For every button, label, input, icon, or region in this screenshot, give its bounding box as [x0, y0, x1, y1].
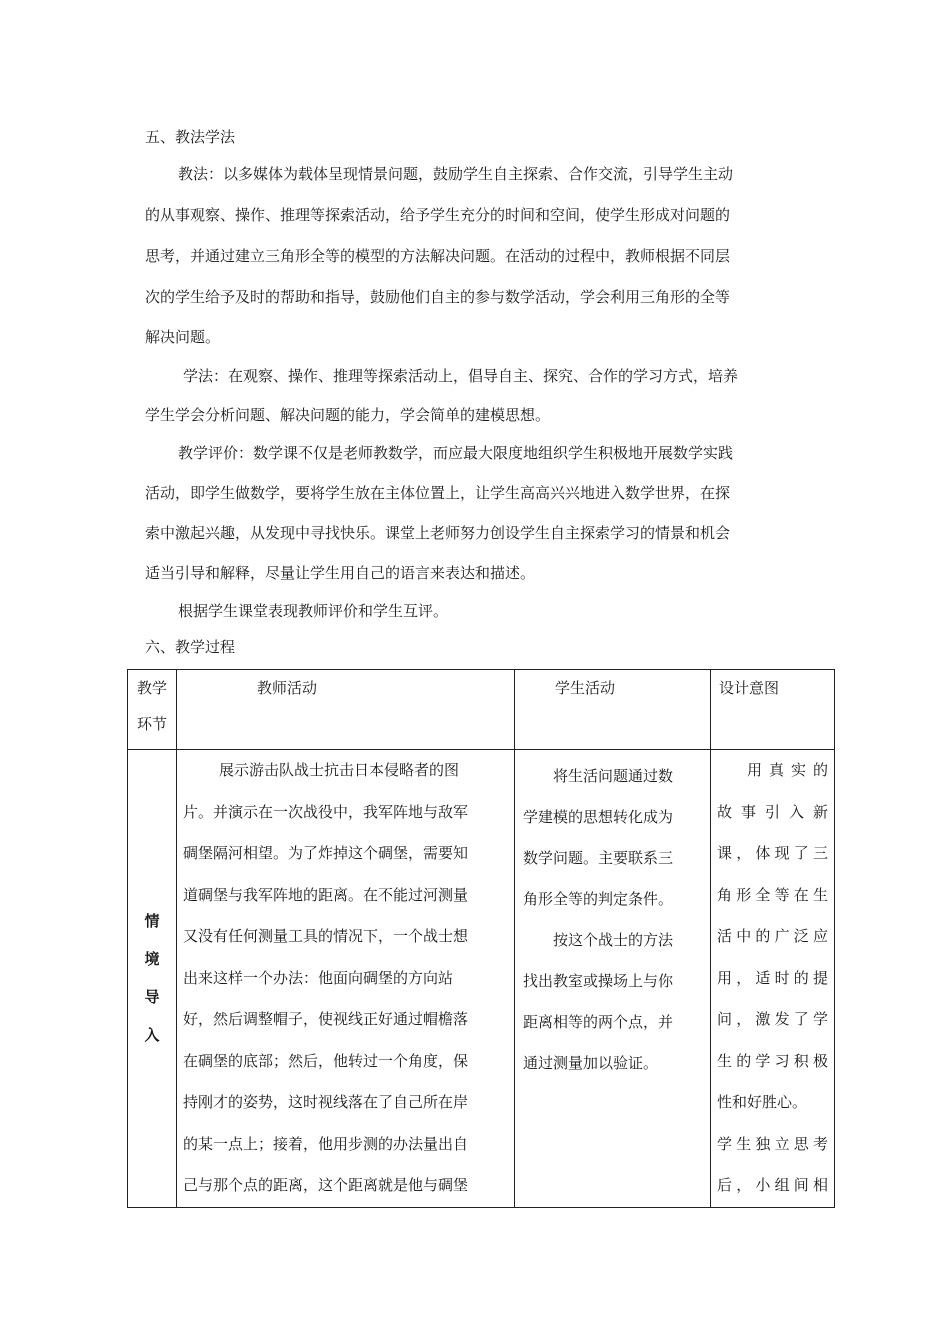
teacher-line-4: 道碉堡与我军阵地的距离。在不能过河测量	[183, 885, 469, 904]
teaching-method-line-2: 的从事观察、操作、推理等探索活动，给予学生充分的时间和空间，使学生形成对问题的	[145, 206, 731, 224]
teacher-activity-cell	[177, 750, 515, 1208]
student-activity-cell	[515, 750, 711, 1208]
student-paragraph-1	[523, 756, 702, 920]
evaluation-line-1: 教学评价：数学课不仅是老师教数学，而应最大限度地组织学生积极地开展数学实践	[178, 444, 734, 462]
intent-line-1: 用真实的	[747, 761, 828, 779]
stage-char-2: 境	[144, 950, 160, 969]
stage-char-3: 导	[144, 988, 160, 1007]
teacher-line-7: 好，然后调整帽子，使视线正好通过帽檐落	[183, 1010, 469, 1028]
teacher-line-10: 的某一点上；接着，他用步测的办法量出自	[183, 1134, 469, 1153]
stage-char-1: 情	[144, 912, 160, 931]
closing-line: 根据学生课堂表现教师评价和学生互评。	[178, 602, 449, 620]
header-stage	[128, 670, 177, 750]
teaching-method-line-1: 教法：以多媒体为载体呈现情景问题，鼓励学生自主探索、合作交流，引导学生主动	[178, 165, 734, 183]
student-p2-line-2: 找出教室或操场上与你	[523, 972, 674, 990]
teacher-line-1: 展示游击队战士抗击日本侵略者的图	[219, 761, 460, 779]
header-stage-line-2: 环节	[137, 715, 168, 733]
design-intent-cell	[711, 750, 835, 1208]
teaching-process-table	[127, 669, 835, 1208]
evaluation-line-2: 活动，即学生做数学，要将学生放在主体位置上，让学生高高兴兴地进入数学世界，在探	[145, 484, 731, 502]
teaching-method-line-5: 解决问题。	[145, 328, 221, 346]
teacher-line-5: 又没有任何测量工具的情况下，一个战士想	[183, 927, 469, 945]
intent-line-5: 活中的广泛应	[717, 927, 828, 945]
teacher-line-2: 片。并演示在一次战役中，我军阵地与敌军	[183, 802, 469, 821]
student-p1-line-2: 学建模的思想转化成为	[523, 808, 674, 826]
intent-line-9: 性和好胜心。	[717, 1093, 808, 1111]
teacher-line-6: 出来这样一个办法：他面向碉堡的方向站	[183, 968, 454, 987]
intent-line-7: 问，激发了学	[717, 1010, 828, 1028]
intent-line-8: 生的学习积极	[717, 1051, 828, 1070]
teacher-line-3: 碉堡隔河相望。为了炸掉这个碉堡，需要知	[183, 844, 469, 862]
intent-line-6: 用，适时的提	[717, 968, 828, 987]
intent-line-3: 课，体现了三	[717, 844, 828, 862]
header-intent: 设计意图	[711, 670, 835, 750]
table-row	[128, 750, 835, 1208]
evaluation-line-3: 索中激起兴趣，从发现中寻找快乐。课堂上老师努力创设学生自主探索学习的情景和机会	[145, 524, 731, 542]
section-6-title: 六、教学过程	[145, 638, 236, 656]
intent-line-10: 学生独立思考	[717, 1134, 828, 1153]
student-paragraph-2	[523, 920, 702, 1084]
intent-line-4: 角形全等在生	[717, 885, 828, 904]
teaching-method-line-3: 思考，并通过建立三角形全等的模型的方法解决问题。在活动的过程中，教师根据不同层	[145, 247, 731, 265]
teaching-method-line-4: 次的学生给予及时的帮助和指导，鼓励他们自主的参与数学活动，学会利用三角形的全等	[145, 288, 731, 306]
student-p2-line-4: 通过测量加以验证。	[523, 1054, 659, 1072]
student-p2-line-3: 距离相等的两个点，并	[523, 1013, 674, 1031]
teacher-line-8: 在碉堡的底部；然后，他转过一个角度，保	[183, 1051, 469, 1070]
table-header-row	[128, 670, 835, 750]
teacher-line-9: 持刚才的姿势，这时视线落在了自己所在岸	[183, 1093, 469, 1111]
header-teacher: 教师活动	[177, 670, 515, 750]
student-p1-line-4: 角形全等的判定条件。	[523, 890, 674, 908]
intent-line-11: 后，小组间相	[717, 1176, 828, 1194]
learning-method-line-2: 学生学会分析问题、解决问题的能力，学会简单的建模思想。	[145, 406, 551, 424]
header-stage-line-1: 教学	[137, 679, 168, 697]
section-5-title: 五、教法学法	[145, 128, 236, 146]
header-student: 学生活动	[515, 670, 711, 750]
intent-line-2: 故事引入新	[717, 802, 828, 821]
learning-method-line-1: 学法：在观察、操作、推理等探索活动上，倡导自主、探究、合作的学习方式，培养	[183, 367, 739, 385]
student-p1-line-1: 将生活问题通过数	[553, 767, 674, 785]
stage-cell	[128, 750, 177, 1208]
stage-char-4: 入	[144, 1026, 160, 1045]
student-p2-line-1: 按这个战士的方法	[553, 931, 674, 949]
evaluation-line-4: 适当引导和解释，尽量让学生用自己的语言来表达和描述。	[145, 564, 536, 582]
student-p1-line-3: 数学问题。主要联系三	[523, 849, 674, 867]
teacher-line-11: 己与那个点的距离，这个距离就是他与碉堡	[183, 1176, 469, 1194]
